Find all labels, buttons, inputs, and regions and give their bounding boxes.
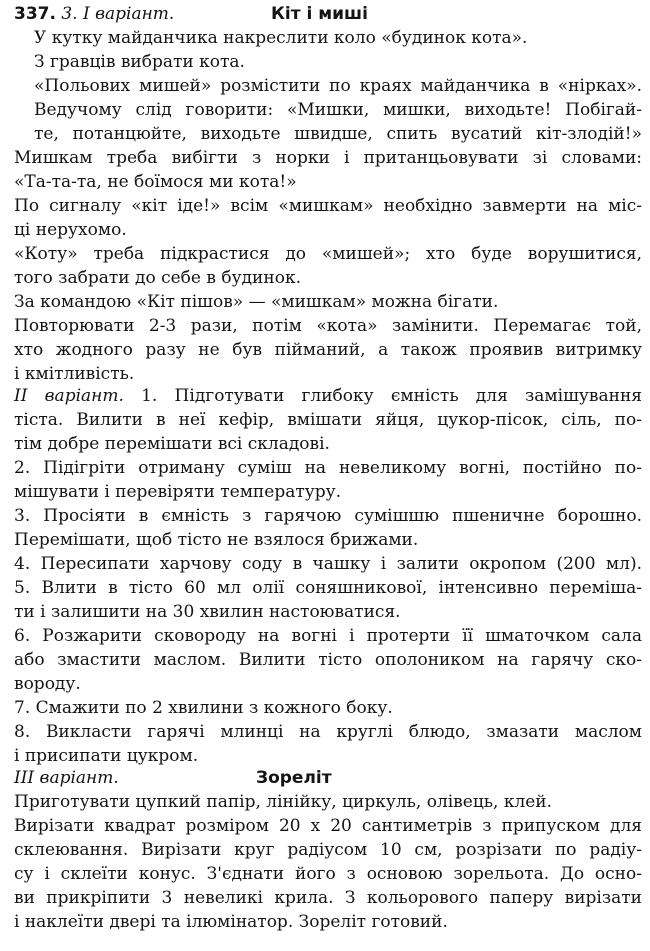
text-line: тіста. Вилити в неї кефір, вмішати яйця, цукор-пісок, сіль, по-	[14, 410, 642, 430]
text-line: 8. Викласти гарячі млинці на круглі блюдо, змазати маслом	[14, 722, 642, 742]
text-line: те, потанцюйте, виходьте швидше, спить вусатий кіт-злодій!»	[34, 124, 642, 144]
text-line: За командою «Кіт пішов» — «мишкам» можна бігати.	[14, 292, 499, 312]
text-line: вороду.	[14, 674, 81, 694]
text-line: 2. Підігріти отриману суміш на невеликому вогні, постійно по-	[14, 458, 642, 478]
text-line: і кмітливість.	[14, 364, 135, 384]
text-line: 3. Просіяти в ємність з гарячою сумішшю пшеничне борошно.	[14, 506, 642, 526]
text-line: 7. Смажити по 2 хвилини з кожного боку.	[14, 698, 393, 718]
exercise-number: 337.	[14, 4, 56, 24]
variant-2-first-line	[14, 384, 642, 408]
text-line: того забрати до себе в будинок.	[14, 268, 301, 288]
variant-1-label: I варіант.	[83, 4, 175, 24]
text-line: 4. Пересипати харчову соду в чашку і залити окропом (200 мл).	[14, 554, 642, 574]
text-line: і наклеїти двері та ілюмінатор. Зореліт готовий.	[14, 912, 448, 932]
text-line: су і склеїти конус. З'єднати його з основою зорельота. До осно-	[14, 864, 642, 884]
text-line: «Коту» треба підкрастися до «мишей»; хто буде ворушитися,	[14, 244, 642, 264]
text-line: З гравців вибрати кота.	[34, 52, 245, 72]
text-line: мішувати і перевіряти температуру.	[14, 482, 342, 502]
text-line: Повторювати 2-3 рази, потім «кота» замінити. Перемагає той,	[14, 316, 642, 336]
text-line: ці нерухомо.	[14, 220, 127, 240]
text-line: ти і залишити на 30 хвилин настоюватися.	[14, 602, 401, 622]
text-line: У кутку майданчика накреслити коло «будинок кота».	[34, 28, 528, 48]
text-line: або змастити маслом. Вилити тісто ополоником на гарячу ско-	[14, 650, 642, 670]
text-line: склеювання. Вирізати круг радіусом 10 см, розрізати по радіу-	[14, 840, 642, 860]
text-line: Приготувати цупкий папір, лінійку, циркуль, олівець, клей.	[14, 792, 553, 812]
variant-3-title: Зореліт	[256, 768, 332, 788]
text-line: і присипати цукром.	[14, 746, 199, 766]
text-line: хто жодного разу не був пійманий, а також проявив витримку	[14, 340, 642, 360]
text-line: Вирізати квадрат розміром 20 х 20 сантиметрів з припуском для	[14, 816, 642, 836]
variant-2-step-1-start: 1. Підготувати глибоку ємність для замішування	[141, 386, 642, 406]
text-line: Перемішати, щоб тісто не взялося брижами.	[14, 530, 419, 550]
text-line: 5. Влити в тісто 60 мл олії соняшникової, інтенсивно переміша-	[14, 578, 642, 598]
variant-2-label: II варіант.	[14, 386, 124, 406]
text-line: По сигналу «кіт іде!» всім «мишкам» необхідно завмерти на міс-	[14, 196, 642, 216]
variant-3-label: III варіант.	[14, 768, 119, 788]
part-number: 3.	[61, 4, 78, 24]
text-line: 6. Розжарити сковороду на вогні і протерти її шматочком сала	[14, 626, 642, 646]
text-line: Ведучому слід говорити: «Мишки, мишки, виходьте! Побігай-	[34, 100, 642, 120]
text-line: Мишкам треба вибігти з норки і пританцьовувати зі словами:	[14, 148, 642, 168]
text-line: тім добре перемішати всі складові.	[14, 434, 330, 454]
game-title: Кіт і миші	[271, 4, 368, 24]
text-line: «Польових мишей» розмістити по краях майданчика в «нірках».	[34, 76, 642, 96]
text-line: ви прикріпити 3 невеликі крила. З кольорового паперу вирізати	[14, 888, 642, 908]
text-line: «Та-та-та, не боїмося ми кота!»	[14, 172, 297, 192]
